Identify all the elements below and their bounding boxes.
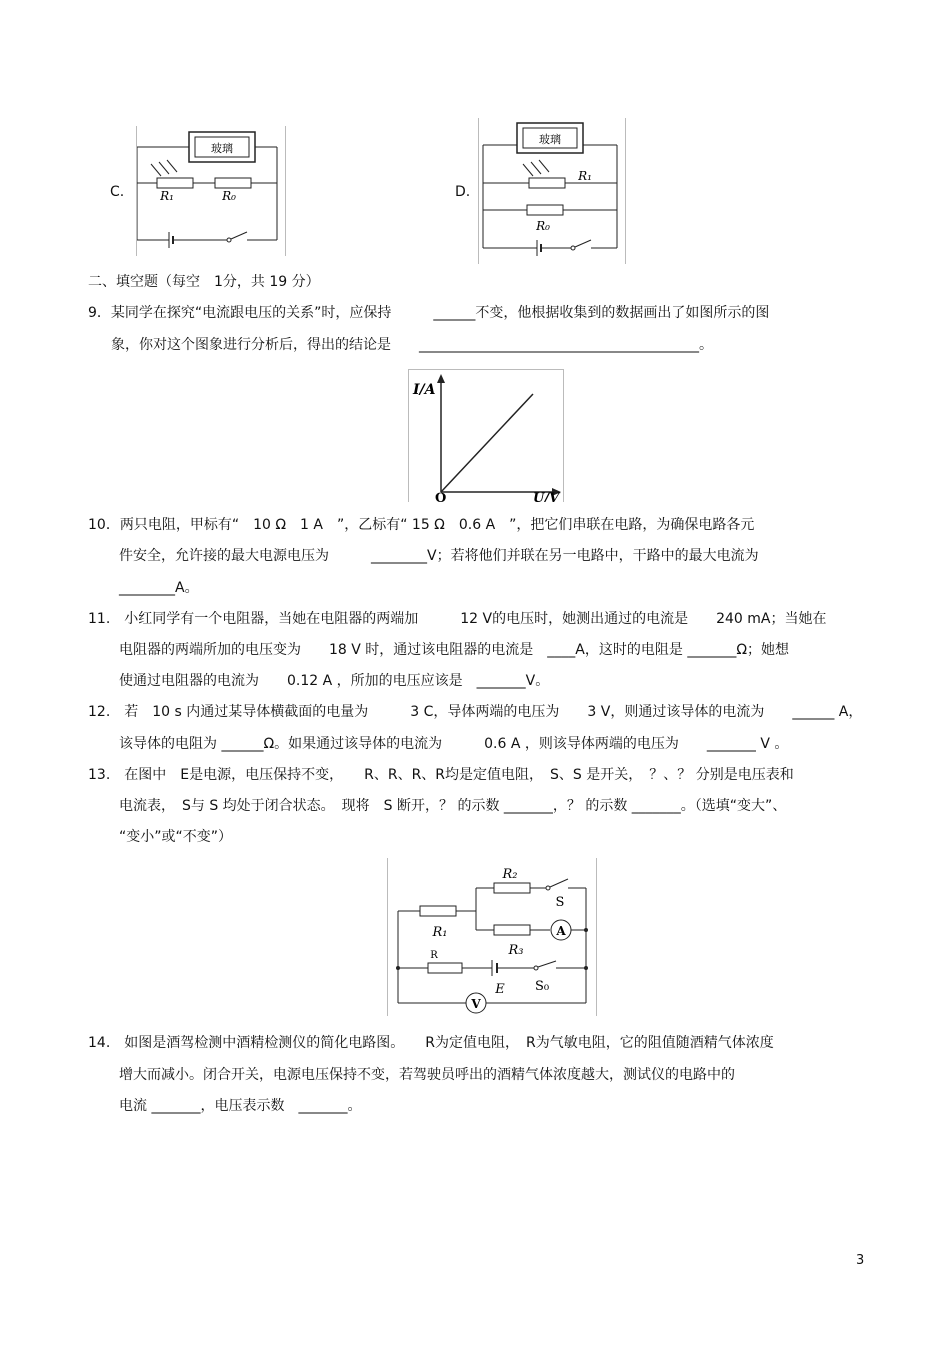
page-number: 3: [856, 1253, 865, 1268]
q14-line2: 增大而减小。闭合开关，电源电压保持不变，若驾驶员呼出的酒精气体浓度越大，测试仪的电路中的: [119, 1067, 735, 1083]
iu-line: [441, 394, 533, 492]
svg-text:R₃: R₃: [508, 943, 524, 958]
q12-line1: 12. 若 10 s 内通过某导体横截面的电量为 3 C，导体两端的电压为 3 V，则通过该导体的电流为 ______ A，: [88, 704, 863, 720]
q9-line2: 象，你对这个图象进行分析后，得出的结论是 ________________________________________。: [111, 337, 713, 353]
q11-line1: 11. 小红同学有一个电阻器，当她在电阻器的两端加 12 V的电压时，她测出通过的电流是 240 mA；当她在: [88, 611, 827, 627]
svg-text:S: S: [555, 895, 565, 910]
option-d-label: D.: [455, 184, 471, 200]
q13-circuit: [388, 858, 596, 1016]
svg-text:S₀: S₀: [534, 979, 550, 994]
q10-line1: 10．两只电阻，甲标有“ 10 Ω 1 A ”，乙标有“ 15 Ω 0.6 A ”，把它们串联在电路，为确保电路各元: [88, 517, 755, 533]
q11-line2: 电阻器的两端所加的电压变为 18 V 时，通过该电阻器的电流是 ____A，这时的电阻是 _______Ω；她想: [119, 642, 790, 658]
voltmeter: V: [471, 997, 481, 1011]
option-d-figure: [478, 118, 626, 264]
svg-text:R₁: R₁: [578, 169, 592, 183]
svg-text:R₀: R₀: [536, 219, 550, 233]
option-c-label: C.: [110, 184, 125, 200]
q11-line3: 使通过电阻器的电流为 0.12 A ，所加的电压应该是 _______V。: [119, 673, 550, 689]
svg-text:R₂: R₂: [502, 867, 518, 882]
option-d-circuit: [479, 118, 625, 264]
graph-origin: O: [435, 491, 447, 502]
option-c-figure: [136, 126, 286, 256]
q9-line1: 9．某同学在探究“电流跟电压的关系”时，应保持 ______不变，他根据收集到的数据画出了如图所示的图: [88, 305, 770, 321]
svg-text:R: R: [430, 950, 438, 961]
svg-text:E: E: [495, 982, 505, 997]
q10-line2: 件安全，允许接的最大电源电压为 ________V；若将他们并联在另一电路中，干路中的最大电流为: [119, 548, 759, 564]
q13-circuit-figure: [387, 858, 597, 1016]
svg-text:R₁: R₁: [432, 925, 448, 940]
iu-graph: [409, 370, 563, 502]
q14-line1: 14. 如图是酒驾检测中酒精检测仪的简化电路图。 R为定值电阻， R为气敏电阻，它的阻值随酒精气体浓度: [88, 1035, 774, 1051]
option-c-circuit: [137, 126, 285, 256]
q10-line3: ________A。: [119, 580, 199, 596]
ammeter: A: [556, 924, 566, 938]
graph-ylabel: I/A: [413, 382, 436, 398]
q14-line3: 电流 _______，电压表示数 _______。: [119, 1098, 362, 1114]
svg-text:R₀: R₀: [222, 189, 236, 203]
q13-line3: “变小”或“不变”）: [119, 829, 233, 845]
glass-label: 玻璃: [211, 142, 233, 155]
svg-text:R₁: R₁: [160, 189, 174, 203]
section-title: 二、填空题（每空 1分，共 19 分）: [88, 274, 320, 290]
q13-line2: 电流表， S与 S 均处于闭合状态。 现将 S 断开，？ 的示数 _______，？ 的示数 _______。（选填“变大”、: [119, 798, 787, 814]
q12-line2: 该导体的电阻为 ______Ω。如果通过该导体的电流为 0.6 A ，则该导体两端的电压为 _______ V 。: [119, 736, 789, 752]
q9-graph: [408, 369, 564, 502]
q13-line1: 13. 在图中 E是电源，电压保持不变， R、R、R、R均是定值电阻， S、S 是开关， ？、？ 分别是电压表和: [88, 767, 794, 783]
graph-xlabel: U/V: [533, 491, 560, 502]
glass-label: 玻璃: [539, 133, 561, 146]
